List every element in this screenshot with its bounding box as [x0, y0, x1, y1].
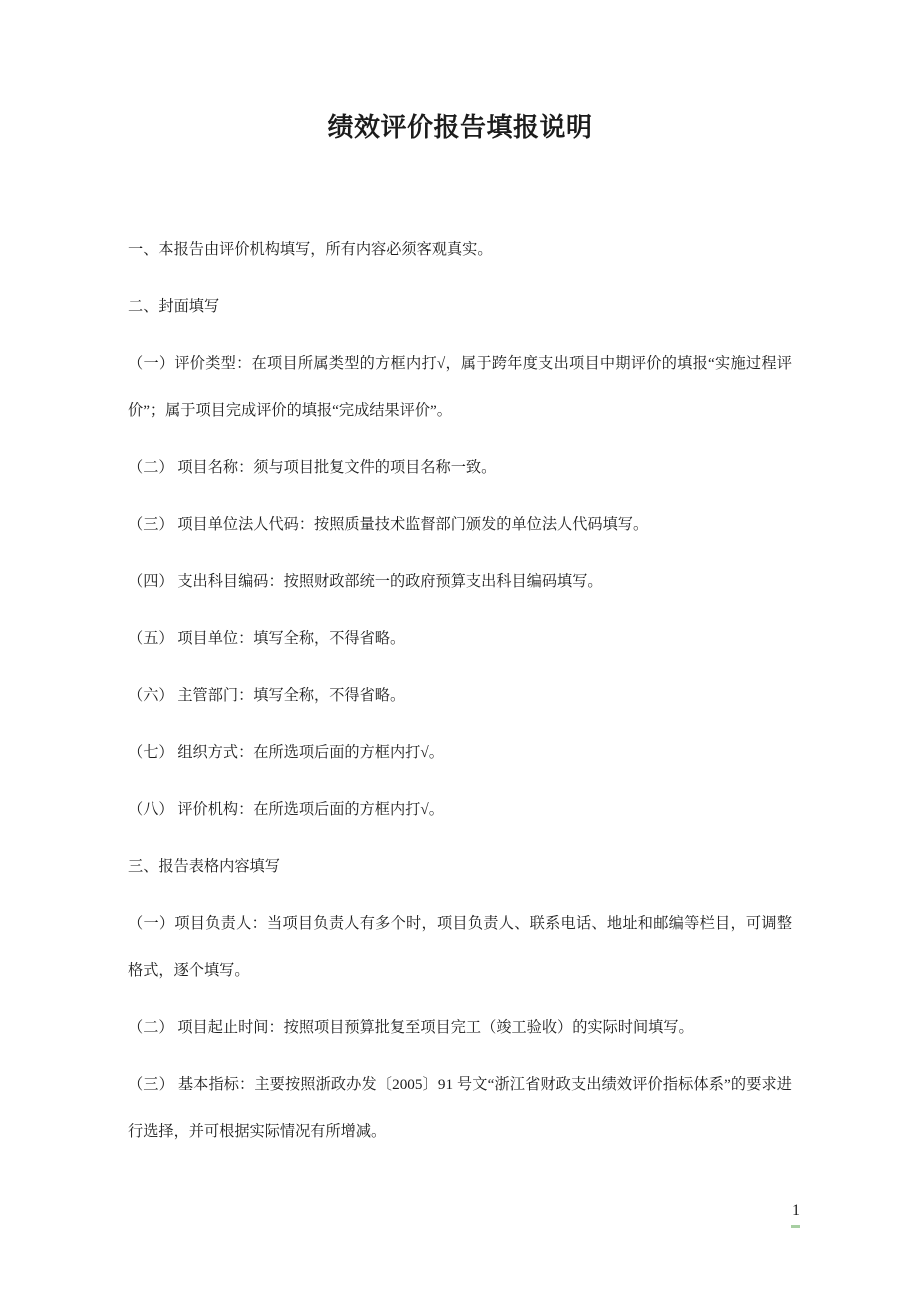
paragraph: （四） 支出科目编码：按照财政部统一的政府预算支出科目编码填写。: [128, 573, 603, 590]
paragraph: （二） 项目起止时间：按照项目预算批复至项目完工（竣工验收）的实际时间填写。: [128, 1019, 694, 1036]
paragraph: 一、本报告由评价机构填写，所有内容必须客观真实。: [128, 241, 493, 258]
document-title: 绩效评价报告填报说明: [327, 113, 593, 142]
paragraph: 三、报告表格内容填写: [128, 858, 280, 875]
paragraph: （三） 项目单位法人代码：按照质量技术监督部门颁发的单位法人代码填写。: [128, 516, 649, 533]
page-number-artifact-mark: [791, 1225, 800, 1228]
paragraph: （一）评价类型：在项目所属类型的方框内打√，属于跨年度支出项目中期评价的填报“实施过程评价”；属于项目完成评价的填报“完成结果评价”。: [128, 355, 792, 419]
paragraph: （二） 项目名称：须与项目批复文件的项目名称一致。: [128, 459, 497, 476]
paragraph: （五） 项目单位：填写全称，不得省略。: [128, 630, 406, 647]
paragraph: 二、封面填写: [128, 298, 220, 315]
document-body: [128, 226, 792, 1155]
paragraph: （六） 主管部门：填写全称，不得省略。: [128, 687, 406, 704]
page-number: 1: [792, 1202, 800, 1219]
paragraph: （三） 基本指标：主要按照浙政办发〔2005〕91 号文“浙江省财政支出绩效评价指标体系”的要求进行选择，并可根据实际情况有所增减。: [128, 1076, 792, 1140]
paragraph: （一）项目负责人：当项目负责人有多个时，项目负责人、联系电话、地址和邮编等栏目，可调整格式，逐个填写。: [128, 915, 792, 979]
paragraph: （八） 评价机构：在所选项后面的方框内打√。: [128, 801, 444, 818]
paragraph: （七） 组织方式：在所选项后面的方框内打√。: [128, 744, 444, 761]
